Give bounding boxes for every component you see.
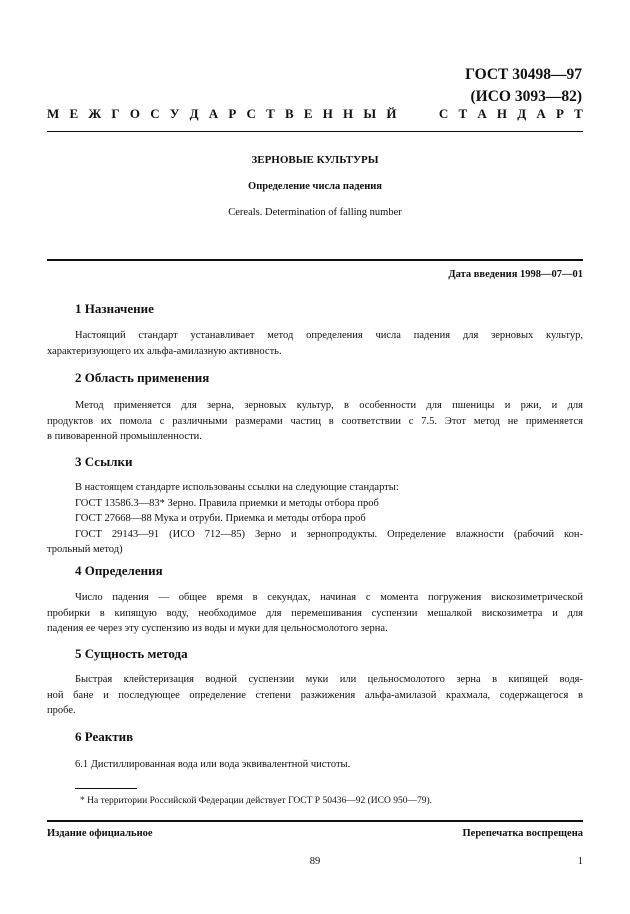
banner-letter: С <box>150 106 160 121</box>
text-line: Число падения — общее время в секундах, начиная с момента погружения вискозиметрической <box>75 592 583 603</box>
banner-letter: Н <box>496 106 508 121</box>
text-line: Быстрая клейстеризация водной суспензии муки или цельносмолотого зерна в кипящей водя- <box>75 674 583 685</box>
title-rule <box>47 259 583 261</box>
text-line: продуктов их помола с различными размерами частиц в соответствии с 7.5. Этот метод не применяется <box>47 415 583 427</box>
page-number: 89 <box>309 856 321 867</box>
standard-designation <box>465 64 582 108</box>
text-line: ной бане и последующее определение степени разжижения альфа-амилазой крахмала, содержащегося в <box>47 689 583 701</box>
text-line: трольный метод) <box>47 544 123 555</box>
banner-letter: Е <box>69 106 79 121</box>
header-rule <box>47 131 583 132</box>
section-body <box>47 398 583 445</box>
english-title: Cereals. Determination of falling number <box>228 207 402 218</box>
reference-item: ГОСТ 29143—91 (ИСО 712—85) Зерно и зернопродукты. Определение влажности (рабочий кон- <box>75 528 583 540</box>
introduction-date: Дата введения 1998—07—01 <box>448 269 583 280</box>
banner-letter: Д <box>517 106 527 121</box>
banner-letter: У <box>169 106 180 121</box>
text-line: Метод применяется для зерна, зерновых культур, в особенности для пшеницы и ржи, и для <box>75 400 583 411</box>
section-body <box>47 480 583 558</box>
text-line: падения ее через эту суспензию из воды и муки для цельносмолотого зерна. <box>47 623 388 634</box>
text-line: Настоящий стандарт устанавливает метод определения числа падения для зерновых культур, <box>75 330 583 341</box>
footnote: * На территории Российской Федерации действует ГОСТ Р 50436—92 (ИСО 950—79). <box>80 796 432 806</box>
interstate-standard-banner <box>47 106 583 122</box>
section-heading: 1 Назначение <box>75 301 154 316</box>
banner-letter: М <box>47 106 60 121</box>
text-line: В настоящем стандарте использованы ссылки на следующие стандарты: <box>75 482 399 493</box>
section-heading: 2 Область применения <box>75 370 210 385</box>
banner-letter: Й <box>386 106 397 121</box>
banner-letter: Т <box>266 106 275 121</box>
banner-letter: А <box>208 106 219 121</box>
banner-letter: Н <box>343 106 354 121</box>
banner-letter: Ы <box>363 106 377 121</box>
text-line: характеризующего их альфа-амилазную активность. <box>47 345 282 357</box>
banner-letter: Т <box>574 106 583 121</box>
section-heading: 3 Ссылки <box>75 454 133 469</box>
banner-letter: О <box>129 106 141 121</box>
banner-letter: С <box>438 106 449 121</box>
official-edition-label: Издание официальное <box>47 828 153 839</box>
section-heading: 4 Определения <box>75 563 163 578</box>
section-body <box>47 590 583 637</box>
iso-number: (ИСО 3093—82) <box>470 88 582 105</box>
banner-letter: А <box>536 106 546 121</box>
reference-item: ГОСТ 13586.3—83* Зерно. Правила приемки и методы отбора проб <box>75 497 379 509</box>
section-heading: 5 Сущность метода <box>75 646 188 661</box>
banner-letter: Т <box>458 106 468 121</box>
banner-letter: Д <box>189 106 199 121</box>
section-body <box>47 328 583 359</box>
reprint-prohibited-label: Перепечатка воспрещена <box>462 828 583 839</box>
banner-letter: Р <box>556 106 564 121</box>
section-body <box>47 672 583 719</box>
footnote-rule <box>75 788 137 789</box>
banner-letter: А <box>477 106 487 121</box>
banner-letter: Г <box>111 106 120 121</box>
banner-letter: Ж <box>88 106 102 121</box>
footer-rule <box>47 820 583 822</box>
section-heading: 6 Реактив <box>75 729 134 744</box>
text-line: в пивоваренной промышленности. <box>47 431 202 442</box>
text-line: пробе. <box>47 705 76 716</box>
banner-letter: В <box>284 106 294 121</box>
banner-letter: Р <box>228 106 237 121</box>
sheet-number: 1 <box>577 856 583 867</box>
banner-gap <box>407 106 429 122</box>
standard-number: ГОСТ 30498—97 <box>465 66 582 83</box>
document-title: ЗЕРНОВЫЕ КУЛЬТУРЫ <box>251 154 379 166</box>
text-line: 6.1 Дистиллированная вода или вода эквивалентной чистоты. <box>75 759 351 770</box>
text-line: пробирки в кипящую воду, необходимое для перемешивания суспензии мешалкой вискозиметра и для <box>47 607 583 619</box>
banner-letter: С <box>246 106 256 121</box>
document-subtitle: Определение числа падения <box>248 181 382 192</box>
banner-letter: Н <box>322 106 333 121</box>
banner-letter: Е <box>303 106 313 121</box>
reference-item: ГОСТ 27668—88 Мука и отруби. Приемка и методы отбора проб <box>75 513 366 524</box>
